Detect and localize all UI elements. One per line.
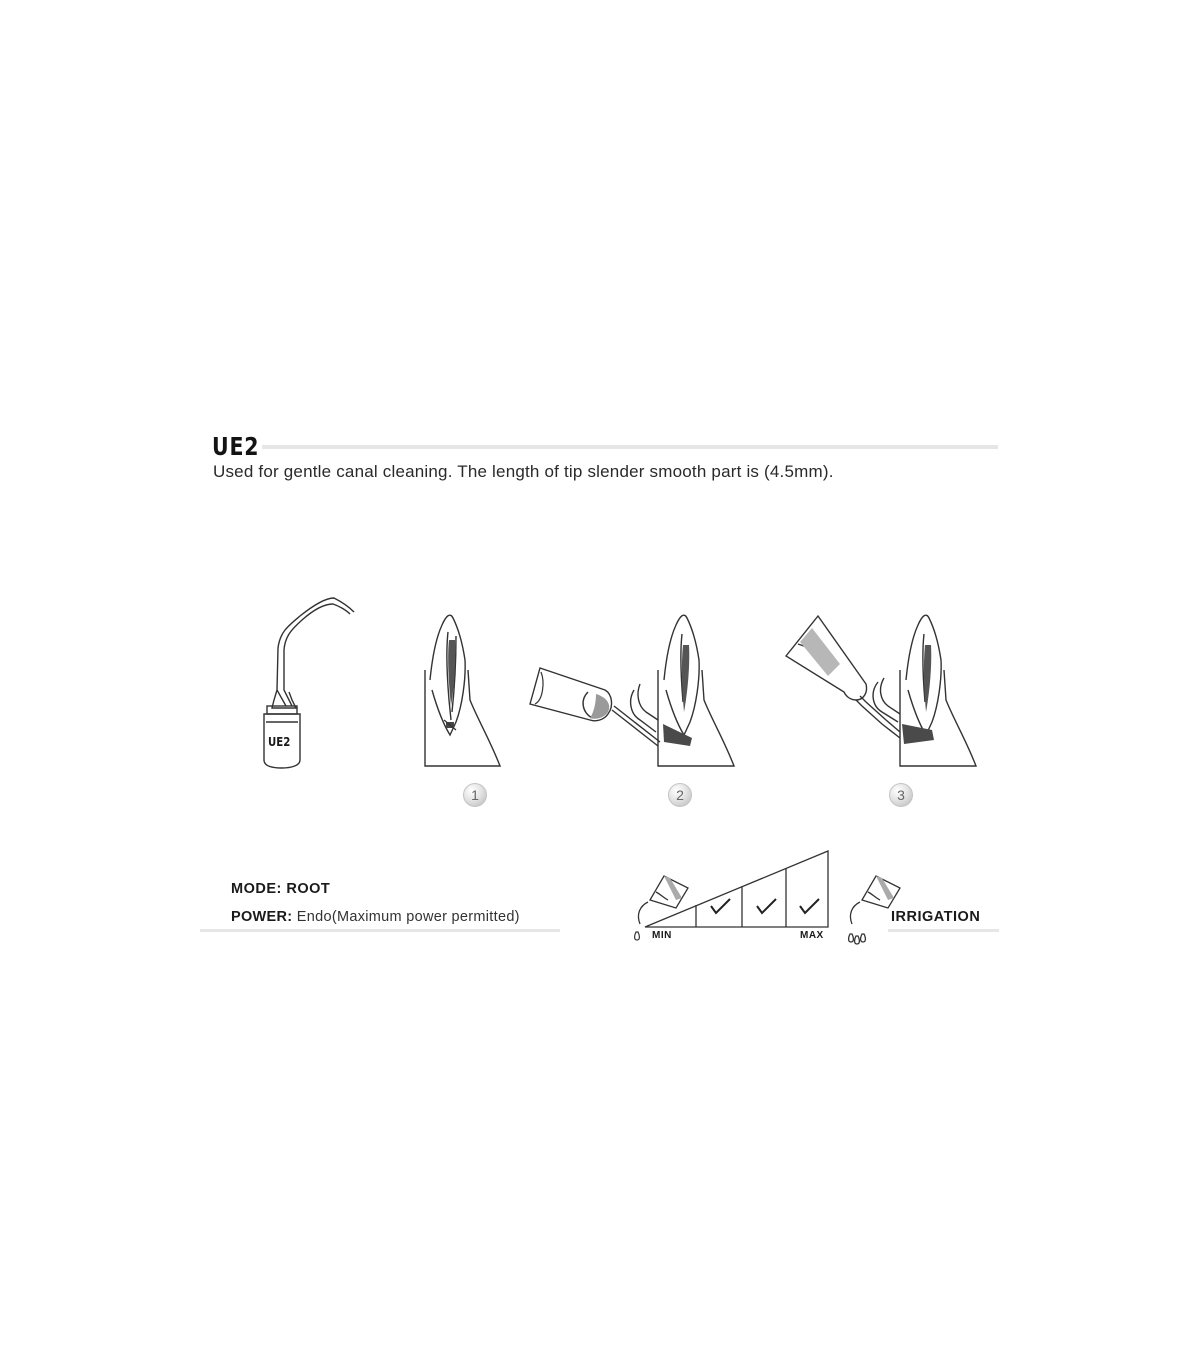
power-min-label: MIN xyxy=(652,930,672,941)
settings-divider xyxy=(200,929,560,932)
page-title: UE2 xyxy=(212,432,260,461)
irrigation-label: IRRIGATION xyxy=(891,909,981,925)
mode-setting xyxy=(231,881,330,897)
mode-value: ROOT xyxy=(286,881,331,897)
power-setting xyxy=(231,909,520,925)
step-3-badge: 3 xyxy=(889,783,913,807)
tip-model-label: UE2 xyxy=(268,735,291,749)
power-label: POWER: xyxy=(231,909,293,925)
step-1-badge: 1 xyxy=(463,783,487,807)
step-2-badge: 2 xyxy=(668,783,692,807)
irrigation-divider xyxy=(888,929,999,932)
check-marks xyxy=(711,899,819,913)
power-max-label: MAX xyxy=(800,930,824,941)
title-divider xyxy=(262,445,998,449)
tip-description: Used for gentle canal cleaning. The length of tip slender smooth part is (4.5mm). xyxy=(213,462,834,481)
power-value: Endo(Maximum power permitted) xyxy=(296,909,520,925)
mode-label: MODE: xyxy=(231,881,282,897)
